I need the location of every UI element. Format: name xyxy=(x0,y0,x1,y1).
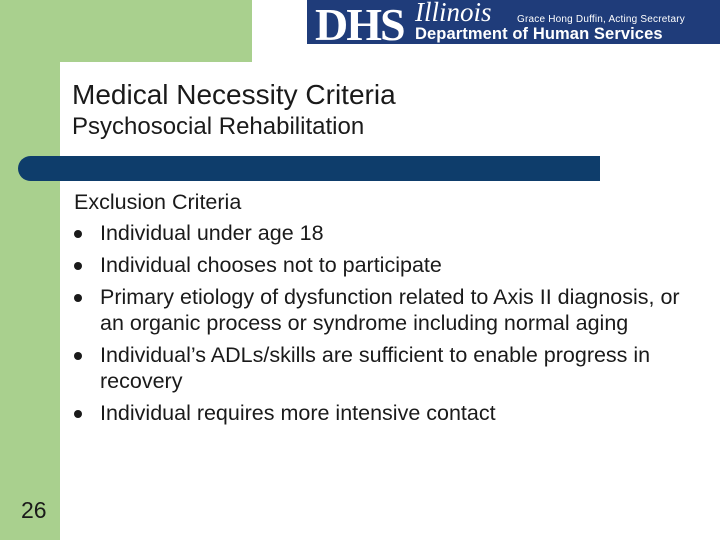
logo-state: Illinois xyxy=(415,0,492,27)
slide-body xyxy=(74,189,694,432)
bullet-text: Primary etiology of dysfunction related to Axis II diagnosis, or an organic process or syndrome including normal aging xyxy=(100,285,680,335)
bullet-item xyxy=(74,342,694,394)
dhs-logo xyxy=(307,0,720,44)
bullet-item xyxy=(74,220,694,246)
bullet-icon xyxy=(74,410,82,418)
bullet-list xyxy=(74,220,694,426)
section-heading: Exclusion Criteria xyxy=(74,190,242,214)
bullet-icon xyxy=(74,294,82,302)
title-divider xyxy=(18,156,600,181)
bullet-text: Individual’s ADLs/skills are sufficient to enable progress in recovery xyxy=(100,343,651,393)
logo-department: Department of Human Services xyxy=(415,25,663,43)
slide-title: Medical Necessity Criteria xyxy=(72,79,396,110)
bullet-text: Individual under age 18 xyxy=(100,221,324,245)
sidebar-band xyxy=(0,0,60,540)
logo-mark: DHS xyxy=(315,0,404,44)
bullet-icon xyxy=(74,352,82,360)
bullet-text: Individual chooses not to participate xyxy=(100,253,442,277)
page-number: 26 xyxy=(21,497,47,523)
bullet-icon xyxy=(74,262,82,270)
slide-subtitle: Psychosocial Rehabilitation xyxy=(72,113,365,140)
bullet-item xyxy=(74,284,694,336)
bullet-icon xyxy=(74,230,82,238)
bullet-item xyxy=(74,400,694,426)
logo-secretary: Grace Hong Duffin, Acting Secretary xyxy=(517,14,686,25)
bullet-item xyxy=(74,252,694,278)
bullet-text: Individual requires more intensive contact xyxy=(100,401,496,425)
